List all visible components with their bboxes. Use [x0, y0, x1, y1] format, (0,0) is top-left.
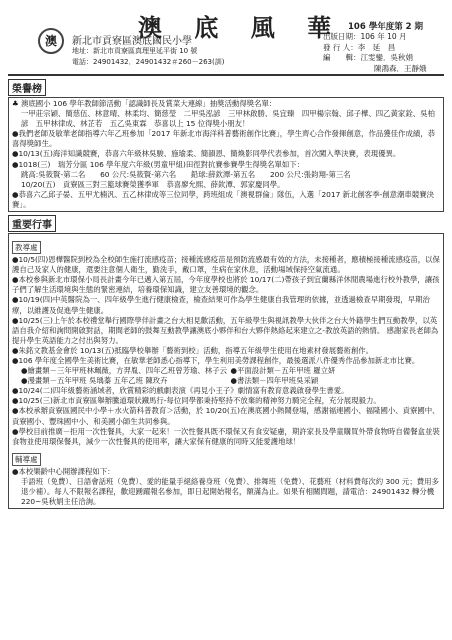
award-item: ●書法類－四年甲班吳采穎: [230, 376, 319, 386]
news-item: ●本校參與新北市環保小局長計畫今年已邁入第五屆，今年度學校也將於 10/17(二)帶孩子到宜蘭縣洋休閒農場進行校外教學，讓孩子們了解生活環境與生態的緊密連結，培養環保知識，建立友善環境的觀念。: [12, 275, 440, 295]
news-item: ●朱銘文教基金會於 10/13(五)抵臨學校舉辦「藝術到校」活動，指導五年級學生使用在地素材發展藝術創作。: [12, 345, 374, 355]
academic-label: 教導處: [12, 241, 41, 254]
honor-results: 10/20(五) 貢寮區三對三籃球賽榮獲季軍 恭喜廖允熙、薛欽潭、郭家慶同學。: [21, 179, 285, 189]
publication-meta: [323, 32, 427, 74]
news-item: ●10/25(三)新北市貢寮區舉辦騰道環狀鐵馬行-每位同學都秉持堅持不放棄的精神努力騎完全程，充分展現毅力。: [12, 396, 381, 406]
masthead: [8, 6, 444, 74]
news-heading: 重要行事: [8, 215, 56, 232]
news-item: ●本校承辦貢寮區國民中小學＋水火箭科普教育＞活動，於 10/20(五)在澳底國小熱鬧登場，感謝福連國小、福隆國小、貢寮國中、貢寮國小、豐珠國中小、和美國小師生共同參與。: [12, 406, 440, 426]
school-name: 新北市貢寮區澳底國民小學: [72, 36, 192, 47]
honor-item: ●1018(三) 瑞芳分區 106 學年度六年級(男童甲組)田徑對抗賽參賽學生得獎名單如下：: [12, 159, 305, 169]
honor-item: ●10/13(五)海洋知識競賽，恭喜六年級林吳駿、施瑜柔、簡韻恩、簡煥影同學代表參加，首次闖入準決賽，表現優異。: [12, 149, 401, 159]
publisher: 發 行 人：李 延 昌: [323, 42, 396, 52]
editors-cont: 陳鴻森．王靜娥: [374, 63, 427, 73]
school-phone: 電話：24901432．24901432＃260－263(訓): [72, 58, 225, 66]
school-address: 地址：新北市貢寮區真理里延平街 10 號: [72, 47, 198, 55]
news-item: ●10/5(四)恩樺醫院到校為全校師生施打流感疫苗；接種流感疫苗是預防流感最有效的方法，未接種者，應積極接種流感疫苗，以保護自己及家人的健康，還要注意個人衛生，勤洗手，戴口罩，生病在家休息，活動場域保持空氣流通。: [12, 255, 440, 275]
award-item: ●平面設計類－五年甲班 羅立妍: [230, 366, 336, 376]
news-item: ●10/24(二)四年級藝術涵域者，欣賞精彩的戲劇表演《再見小王子》劇情富有教育意義啟發學生書愛。: [12, 386, 349, 396]
award-item: ●漫畫類－五年甲班 吳瑀蓁 五年乙班 陳玫卉: [21, 376, 168, 386]
news-item: ●106 學年度全國學生美術比賽，在敏華老師悉心指導下，學生利用美勞課程創作，最後選派八件優秀作品參加新北市比賽。: [12, 355, 420, 365]
honor-item: ♣ 澳底國小 106 學年教師節活動「認識師長及賞菜大連線」抽獎活動得獎名單：: [12, 99, 277, 108]
news-item: ●學校目前推廣－拒用一次性餐具，大家一起來！一次性餐具既不環保又有食安疑慮，期許家長及學童購買外帶食物時自備餐盒並裝食物並使用環保餐具，減少一次性餐具的使用率，讓大家保有健康的同時又能愛護地球！: [12, 426, 440, 446]
issue-number: 106 學年度第 2 期: [348, 22, 424, 32]
news-item: ●10/19(四)中英醫院為一、四年級學生進行健康檢查，檢查結果可作為學生健康自我管理的依據，並透過檢查早期發現，早期治療，以維護及促進學生健康。: [12, 295, 430, 315]
honor-box: [8, 97, 444, 212]
honor-names: 一甲莊宗穎、簡慈伍、林意晴、林柔均、簡慈瑩 二甲吳泓諺 三甲林啟勝、吳宜臻 四甲楊宗翰、邱子樺、四乙黃家銓、吳柏諺 五甲林律成、林芷若 五乙吳東霖 恭喜以上 15 位得獎小朋友！: [21, 109, 435, 129]
honor-item: ●恭喜六乙邱子晏、五甲尤楠汎、五乙林律成等三位同學，跨班組成「澳視群倫」隊伍，入選「2017 新北創客季-創意潮車競賽決賽」。: [12, 189, 434, 209]
news-item: ●10/25(三)上午於本校禮堂舉行國際學伴計畫之台大相見歡活動，五年級學生與視訊教學大伙伴之台大外籍學生們互動教學，以英語自我介紹和詢問開啟對話，期間老師的鼓舞互動教學讓澳底小夥伴和台大夥伴熱絡起來建立之-教放英語的熱情。 感謝家長老師為提升學生英語能力之付出與努力。: [12, 315, 439, 345]
counsel-detail: 手語班（免費）、日語會話班（免費）、愛的能量手絕絡養身班（免費）、排舞班（免費）、花藝班（材料費每次約 300 元；費用多退少補）。每人不限報名課程，歡迎踴躍報名參加，即日起開始報名，額滿為止。如果有相關問題，請電洽：24901432 轉分機 220~吳秋娟主任洽詢。: [21, 476, 439, 507]
newsletter-title: 澳 底 風 華: [138, 13, 344, 42]
news-item: ●本校樂齡中心開辦課程如下：: [12, 466, 115, 476]
counsel-label: 輔導處: [12, 453, 41, 466]
publish-date: 出版日期：106 年 10 月: [323, 32, 407, 41]
honor-results: 跳高:吳筱賢-第二名 60 公尺:吳筱賢-第六名 鉛球:薛欽潭-第五名 200 公尺:張鈞翔-第三名: [21, 169, 351, 179]
news-box: [8, 233, 444, 509]
award-list: [12, 366, 440, 386]
header-divider: [8, 74, 444, 76]
honor-item: ●我們老師及敏華老師指導六年乙班參加「2017 年新北市海洋科普藝術創作比賽」，學生齊心合作發揮創意，作品獲佳作成績，恭喜得獎師生。: [12, 129, 436, 149]
editors: 編 輯：江雯鑾．吳秋娟: [323, 53, 413, 62]
school-logo-icon: 澳: [38, 28, 64, 54]
award-item: ●繪畫類－三年甲班林珮薇，方羿胤、四年乙班曾芳瑜、林子云: [21, 366, 227, 376]
honor-heading: 榮譽榜: [8, 79, 46, 96]
